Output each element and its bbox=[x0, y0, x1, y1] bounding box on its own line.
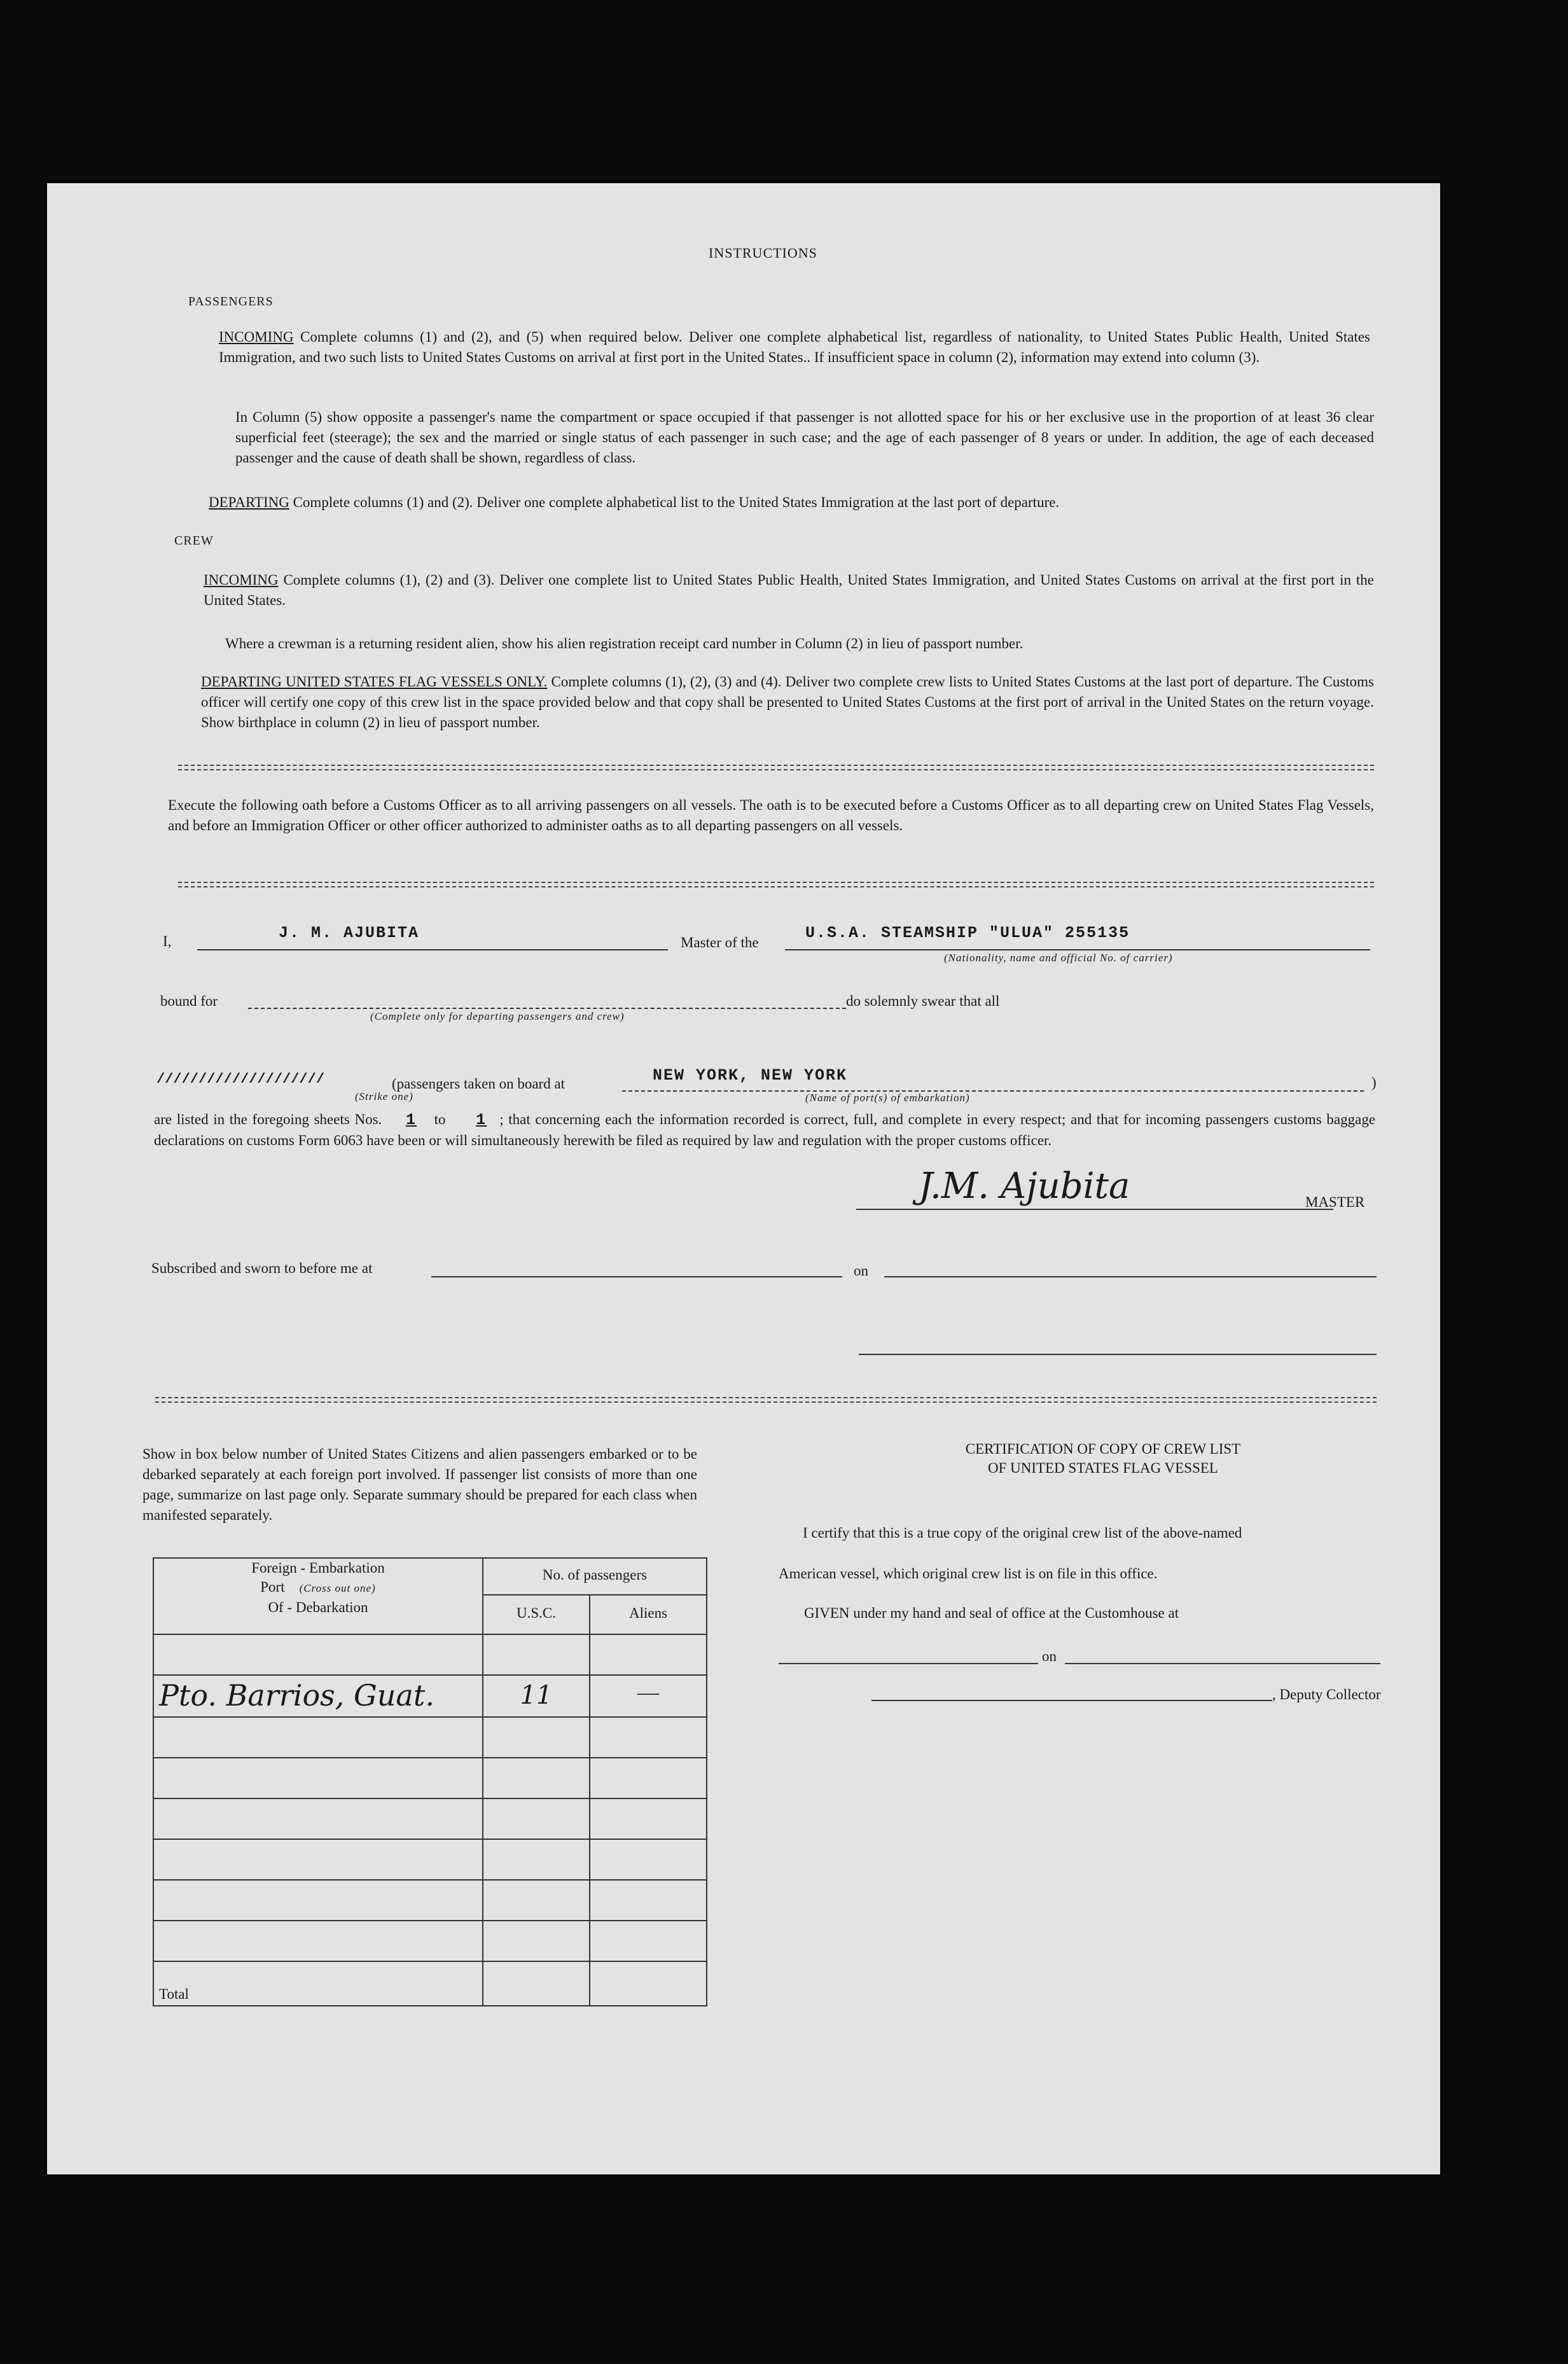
port-line bbox=[622, 1090, 1364, 1092]
oath-i-label: I, bbox=[163, 933, 172, 949]
crew-departing-label: DEPARTING UNITED STATES FLAG VESSELS ONLY. bbox=[201, 674, 548, 690]
crew-incoming-label: INCOMING bbox=[204, 572, 279, 588]
certify-text-1: I certify that this is a true copy of the original crew list of the above-named bbox=[803, 1525, 1242, 1541]
table-row bbox=[153, 1921, 707, 1961]
bound-for-caption: (Complete only for departing passengers and crew) bbox=[370, 1010, 625, 1022]
port-header-line1: Foreign - Embarkation bbox=[251, 1560, 385, 1576]
cross-out-caption: (Cross out one) bbox=[299, 1582, 376, 1594]
bound-for-label: bound for bbox=[160, 993, 218, 1009]
officer-signature-line bbox=[859, 1354, 1377, 1355]
given-text: GIVEN under my hand and seal of office at the Customhouse at bbox=[804, 1605, 1179, 1621]
table-row bbox=[153, 1880, 707, 1921]
usc-header: U.S.C. bbox=[483, 1595, 590, 1634]
signature-line bbox=[856, 1209, 1333, 1210]
port-header bbox=[153, 1558, 483, 1634]
passengers-column5: In Column (5) show opposite a passenger's name the compartment or space occupied if that passenger is not allotted space for his or her exclusive use in the proportion of at least 36 clear superficial feet (steerage); the sex and the married or single status of each passenger in such case; and the age of each passenger of 8 years or under. In addition, the age of each deceased passenger and the cause of death shall be shown, regardless of class. bbox=[235, 409, 1374, 466]
table-row bbox=[153, 1634, 707, 1675]
vessel-line bbox=[785, 949, 1370, 950]
sheet-from: 1 bbox=[405, 1111, 417, 1129]
passengers-taken-label: (passengers taken on board at bbox=[392, 1076, 565, 1092]
crew-incoming bbox=[204, 570, 1374, 611]
certification-title-1: CERTIFICATION OF COPY OF CREW LIST bbox=[965, 1441, 1241, 1457]
master-signature: J.M. Ajubita bbox=[919, 1165, 1130, 1207]
crew-departing bbox=[201, 672, 1374, 733]
table-row bbox=[153, 1675, 707, 1717]
usc-cell: 11 bbox=[483, 1675, 590, 1717]
swear-text: do solemnly swear that all bbox=[846, 993, 1000, 1009]
departing-label: DEPARTING bbox=[209, 494, 289, 510]
crew-resident: Where a crewman is a returning resident alien, show his alien registration receipt card number in Column (2) in lieu of passport number. bbox=[225, 636, 1023, 651]
certification-title-2: OF UNITED STATES FLAG VESSEL bbox=[988, 1460, 1218, 1476]
passengers-incoming bbox=[219, 327, 1370, 368]
divider-top bbox=[178, 765, 1374, 770]
total-label: Total bbox=[153, 1961, 483, 2006]
table-row bbox=[153, 1798, 707, 1839]
divider-bottom bbox=[155, 1397, 1377, 1403]
deputy-signature-line bbox=[871, 1700, 1272, 1701]
table-row bbox=[153, 1839, 707, 1880]
to-label: to bbox=[434, 1111, 446, 1127]
sheets-paragraph bbox=[154, 1109, 1375, 1151]
deputy-collector-label: , Deputy Collector bbox=[1272, 1686, 1381, 1702]
crew-departing-text: Complete columns (1), (2), (3) and (4). Deliver two complete crew lists to United States Customs at the last port of departure. The Customs officer will certify one copy of this crew list in the space provided below and that copy shall be presented to United States Customs at the first port of arrival in the United States on the return voyage. Show birthplace in column (2) in lieu of passport number. bbox=[201, 674, 1375, 730]
incoming-label: INCOMING bbox=[219, 329, 294, 345]
vessel-caption: (Nationality, name and official No. of carrier) bbox=[944, 952, 1173, 964]
sheet-to: 1 bbox=[476, 1111, 487, 1129]
document-sheet bbox=[47, 183, 1440, 2174]
close-paren: ) bbox=[1371, 1074, 1377, 1090]
passengers-header: No. of passengers bbox=[483, 1558, 707, 1595]
master-of-label: Master of the bbox=[681, 935, 759, 950]
passenger-summary-table bbox=[153, 1557, 707, 2006]
passengers-departing bbox=[209, 492, 1373, 513]
port-caption: (Name of port(s) of embarkation) bbox=[805, 1092, 970, 1104]
table-row bbox=[153, 1758, 707, 1798]
certification-on-label: on bbox=[1042, 1648, 1057, 1664]
port-header-line2 bbox=[159, 1578, 477, 1598]
struck-option: //////////////////// bbox=[156, 1071, 325, 1087]
table-row bbox=[153, 1717, 707, 1758]
oath-intro: Execute the following oath before a Customs Officer as to all arriving passengers on all vessels. The oath is to be executed before a Customs Officer as to all departing crew on United States Flag Vessels, and before an Immigration Officer or other officer authorized to administer oaths as to all departing passengers on all vessels. bbox=[168, 797, 1374, 833]
page-title: INSTRUCTIONS bbox=[709, 245, 817, 261]
certification-date-line bbox=[1065, 1663, 1380, 1664]
subscribed-date-line bbox=[884, 1276, 1377, 1277]
subscribed-label: Subscribed and sworn to before me at bbox=[151, 1260, 373, 1276]
aliens-cell: — bbox=[590, 1675, 707, 1717]
port-header-line3: Of - Debarkation bbox=[268, 1599, 368, 1615]
subscribed-place-line bbox=[431, 1276, 842, 1277]
port-word: Port bbox=[260, 1579, 285, 1595]
incoming-text: Complete columns (1) and (2), and (5) when required below. Deliver one complete alphabetical list, regardless of nationality, to United States Public Health, United States Immigration, and two such lists to United States Customs on arrival at first port in the United States.. If insufficient space in column (2), information may extend into column (3). bbox=[219, 329, 1371, 365]
master-name-line bbox=[197, 949, 668, 950]
bound-for-line bbox=[248, 1008, 846, 1009]
subscribed-on-label: on bbox=[854, 1263, 868, 1279]
departing-text: Complete columns (1) and (2). Deliver one complete alphabetical list to the United States Immigration at the last port of departure. bbox=[293, 494, 1060, 510]
total-row bbox=[153, 1961, 707, 2006]
aliens-header: Aliens bbox=[590, 1595, 707, 1634]
port-cell: Pto. Barrios, Guat. bbox=[153, 1675, 483, 1717]
summary-instructions: Show in box below number of United States Citizens and alien passengers embarked or to be debarked separately at each foreign port involved. If passenger list consists of more than one page, summarize on last page only. Separate summary should be prepared for each class when manifested separately. bbox=[142, 1446, 697, 1523]
crew-heading: CREW bbox=[174, 534, 214, 548]
passengers-heading: PASSENGERS bbox=[188, 295, 274, 309]
certify-text-2: American vessel, which original crew list is on file in this office. bbox=[779, 1566, 1158, 1582]
sheets-label: are listed in the foregoing sheets Nos. bbox=[154, 1111, 382, 1127]
vessel-name: U.S.A. STEAMSHIP "ULUA" 255135 bbox=[805, 924, 1130, 942]
master-name: J. M. AJUBITA bbox=[279, 924, 420, 942]
strike-caption: (Strike one) bbox=[355, 1090, 413, 1102]
embarkation-port: NEW YORK, NEW YORK bbox=[653, 1066, 848, 1085]
sheets-rest: ; that concerning each the information recorded is correct, full, and complete in every respect; and that for incoming passengers customs baggage declarations on customs Form 6063 have been or will simultaneously herewith be filed as required by law and regulation with the proper customs officer. bbox=[154, 1111, 1376, 1148]
master-label: MASTER bbox=[1305, 1194, 1365, 1210]
customhouse-line bbox=[779, 1663, 1038, 1664]
divider-oath bbox=[178, 882, 1374, 887]
crew-incoming-text: Complete columns (1), (2) and (3). Deliver one complete list to United States Public Health, United States Immigration, and United States Customs on arrival at the first port in the United States. bbox=[204, 572, 1374, 608]
